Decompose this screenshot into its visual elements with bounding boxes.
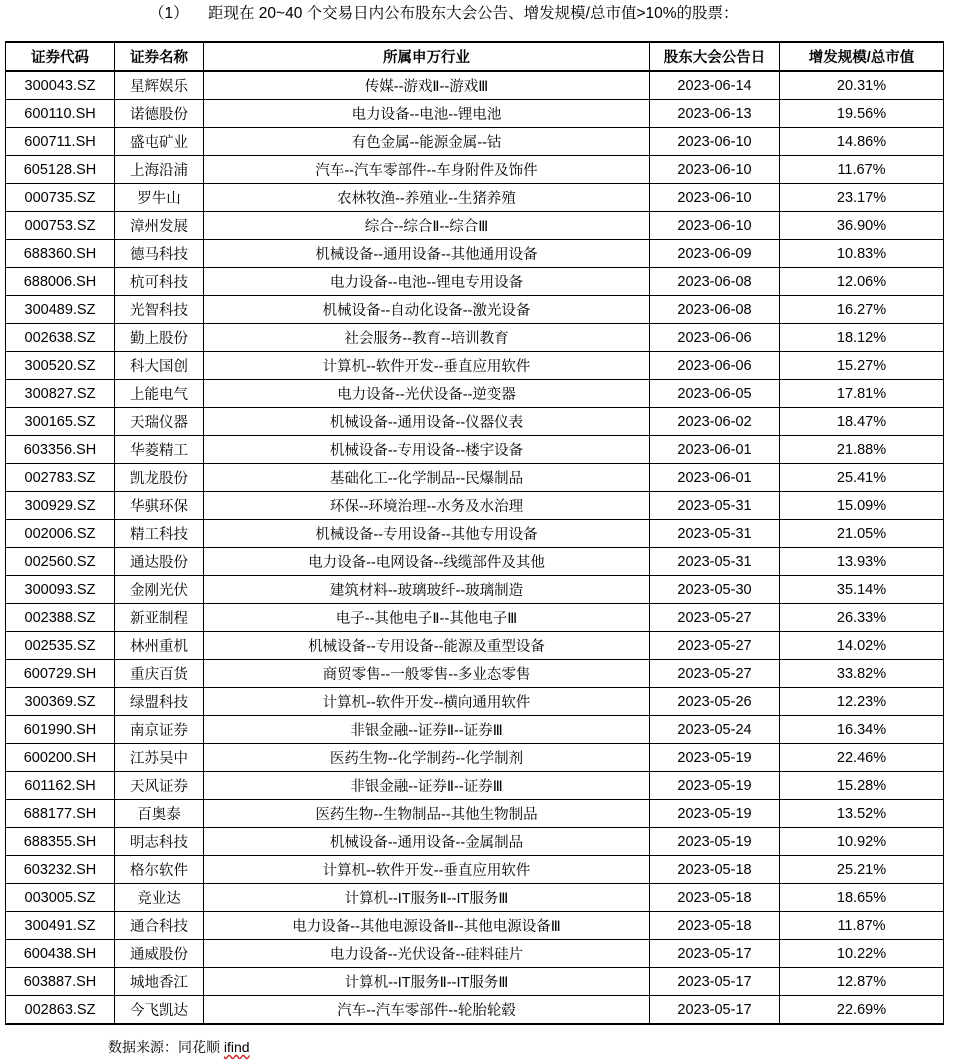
caption-text: 距现在 20~40 个交易日内公布股东大会公告、增发规模/总市值>10%的股票： [208, 5, 739, 22]
cell-meeting-date: 2023-05-27 [650, 632, 780, 660]
cell-ratio: 25.41% [780, 464, 944, 492]
table-row [6, 352, 944, 380]
cell-ratio: 12.06% [780, 268, 944, 296]
cell-meeting-date: 2023-05-31 [650, 492, 780, 520]
cell-meeting-date: 2023-05-19 [650, 744, 780, 772]
cell-industry: 机械设备--专用设备--楼宇设备 [204, 436, 650, 464]
cell-ratio: 13.52% [780, 800, 944, 828]
cell-industry: 电力设备--光伏设备--逆变器 [204, 380, 650, 408]
table-row [6, 268, 944, 296]
cell-meeting-date: 2023-06-02 [650, 408, 780, 436]
cell-meeting-date: 2023-05-18 [650, 856, 780, 884]
cell-industry: 农林牧渔--养殖业--生猪养殖 [204, 184, 650, 212]
cell-meeting-date: 2023-05-17 [650, 996, 780, 1025]
cell-industry: 汽车--汽车零部件--轮胎轮毂 [204, 996, 650, 1025]
cell-code: 603887.SH [6, 968, 115, 996]
cell-name: 杭可科技 [115, 268, 204, 296]
cell-meeting-date: 2023-06-13 [650, 100, 780, 128]
cell-name: 凯龙股份 [115, 464, 204, 492]
table-row [6, 71, 944, 100]
cell-meeting-date: 2023-05-31 [650, 548, 780, 576]
table-row [6, 912, 944, 940]
source-label: 数据来源：同花顺 [108, 1039, 220, 1055]
cell-meeting-date: 2023-05-18 [650, 912, 780, 940]
cell-ratio: 15.27% [780, 352, 944, 380]
cell-code: 300929.SZ [6, 492, 115, 520]
cell-industry: 计算机--IT服务Ⅱ--IT服务Ⅲ [204, 968, 650, 996]
cell-code: 002535.SZ [6, 632, 115, 660]
cell-name: 通威股份 [115, 940, 204, 968]
column-header-code: 证券代码 [6, 42, 115, 71]
cell-industry: 非银金融--证券Ⅱ--证券Ⅲ [204, 772, 650, 800]
table-caption [0, 4, 958, 28]
cell-industry: 计算机--软件开发--垂直应用软件 [204, 352, 650, 380]
cell-name: 勤上股份 [115, 324, 204, 352]
cell-industry: 汽车--汽车零部件--车身附件及饰件 [204, 156, 650, 184]
table-row [6, 940, 944, 968]
column-header-meeting-date: 股东大会公告日 [650, 42, 780, 71]
cell-name: 明志科技 [115, 828, 204, 856]
cell-industry: 电力设备--电池--锂电专用设备 [204, 268, 650, 296]
cell-industry: 计算机--软件开发--横向通用软件 [204, 688, 650, 716]
table-row [6, 240, 944, 268]
table-row [6, 324, 944, 352]
table-row [6, 688, 944, 716]
cell-code: 300165.SZ [6, 408, 115, 436]
cell-code: 300491.SZ [6, 912, 115, 940]
table-row [6, 156, 944, 184]
cell-name: 南京证券 [115, 716, 204, 744]
cell-name: 上能电气 [115, 380, 204, 408]
cell-name: 通合科技 [115, 912, 204, 940]
cell-meeting-date: 2023-06-09 [650, 240, 780, 268]
cell-code: 000735.SZ [6, 184, 115, 212]
cell-meeting-date: 2023-05-30 [650, 576, 780, 604]
cell-meeting-date: 2023-06-10 [650, 128, 780, 156]
cell-industry: 商贸零售--一般零售--多业态零售 [204, 660, 650, 688]
cell-ratio: 23.17% [780, 184, 944, 212]
cell-name: 城地香江 [115, 968, 204, 996]
cell-name: 林州重机 [115, 632, 204, 660]
cell-ratio: 18.65% [780, 884, 944, 912]
cell-meeting-date: 2023-05-19 [650, 772, 780, 800]
cell-meeting-date: 2023-06-14 [650, 71, 780, 100]
cell-code: 300489.SZ [6, 296, 115, 324]
cell-code: 600438.SH [6, 940, 115, 968]
cell-industry: 基础化工--化学制品--民爆制品 [204, 464, 650, 492]
cell-name: 德马科技 [115, 240, 204, 268]
cell-name: 新亚制程 [115, 604, 204, 632]
cell-code: 300827.SZ [6, 380, 115, 408]
cell-ratio: 36.90% [780, 212, 944, 240]
cell-code: 300369.SZ [6, 688, 115, 716]
cell-industry: 非银金融--证券Ⅱ--证券Ⅲ [204, 716, 650, 744]
cell-meeting-date: 2023-06-01 [650, 436, 780, 464]
cell-industry: 环保--环境治理--水务及水治理 [204, 492, 650, 520]
table-row [6, 100, 944, 128]
cell-industry: 机械设备--通用设备--其他通用设备 [204, 240, 650, 268]
cell-ratio: 18.47% [780, 408, 944, 436]
cell-ratio: 21.88% [780, 436, 944, 464]
table-row [6, 408, 944, 436]
cell-name: 百奥泰 [115, 800, 204, 828]
cell-code: 688360.SH [6, 240, 115, 268]
cell-name: 漳州发展 [115, 212, 204, 240]
table-row [6, 576, 944, 604]
table-row [6, 492, 944, 520]
table-row [6, 772, 944, 800]
cell-name: 盛屯矿业 [115, 128, 204, 156]
cell-industry: 机械设备--通用设备--金属制品 [204, 828, 650, 856]
cell-ratio: 10.92% [780, 828, 944, 856]
cell-code: 601162.SH [6, 772, 115, 800]
cell-meeting-date: 2023-05-17 [650, 968, 780, 996]
table-row [6, 520, 944, 548]
cell-meeting-date: 2023-05-26 [650, 688, 780, 716]
cell-meeting-date: 2023-06-10 [650, 156, 780, 184]
cell-meeting-date: 2023-06-01 [650, 464, 780, 492]
cell-meeting-date: 2023-05-19 [650, 828, 780, 856]
table-row [6, 884, 944, 912]
table-row [6, 296, 944, 324]
cell-industry: 电力设备--光伏设备--硅料硅片 [204, 940, 650, 968]
table-row [6, 548, 944, 576]
cell-industry: 机械设备--自动化设备--激光设备 [204, 296, 650, 324]
cell-industry: 电力设备--其他电源设备Ⅱ--其他电源设备Ⅲ [204, 912, 650, 940]
cell-code: 605128.SH [6, 156, 115, 184]
column-header-name: 证券名称 [115, 42, 204, 71]
cell-name: 通达股份 [115, 548, 204, 576]
cell-ratio: 21.05% [780, 520, 944, 548]
cell-industry: 电力设备--电池--锂电池 [204, 100, 650, 128]
cell-name: 上海沿浦 [115, 156, 204, 184]
table-row [6, 380, 944, 408]
table-row [6, 856, 944, 884]
cell-meeting-date: 2023-05-31 [650, 520, 780, 548]
table-row [6, 128, 944, 156]
cell-name: 金刚光伏 [115, 576, 204, 604]
data-source-note [108, 1038, 250, 1056]
cell-code: 688006.SH [6, 268, 115, 296]
cell-code: 600729.SH [6, 660, 115, 688]
cell-name: 光智科技 [115, 296, 204, 324]
cell-industry: 电子--其他电子Ⅱ--其他电子Ⅲ [204, 604, 650, 632]
cell-ratio: 20.31% [780, 71, 944, 100]
cell-ratio: 15.09% [780, 492, 944, 520]
cell-code: 688177.SH [6, 800, 115, 828]
cell-industry: 医药生物--化学制药--化学制剂 [204, 744, 650, 772]
cell-name: 天瑞仪器 [115, 408, 204, 436]
cell-code: 000753.SZ [6, 212, 115, 240]
cell-ratio: 16.34% [780, 716, 944, 744]
cell-meeting-date: 2023-05-19 [650, 800, 780, 828]
cell-industry: 计算机--IT服务Ⅱ--IT服务Ⅲ [204, 884, 650, 912]
cell-code: 002863.SZ [6, 996, 115, 1025]
cell-name: 罗牛山 [115, 184, 204, 212]
cell-code: 300043.SZ [6, 71, 115, 100]
cell-ratio: 14.02% [780, 632, 944, 660]
cell-industry: 机械设备--专用设备--其他专用设备 [204, 520, 650, 548]
cell-meeting-date: 2023-05-18 [650, 884, 780, 912]
cell-meeting-date: 2023-05-17 [650, 940, 780, 968]
cell-ratio: 17.81% [780, 380, 944, 408]
cell-name: 精工科技 [115, 520, 204, 548]
table-row [6, 212, 944, 240]
cell-name: 江苏吴中 [115, 744, 204, 772]
cell-ratio: 16.27% [780, 296, 944, 324]
table-header-row [6, 42, 944, 71]
cell-ratio: 11.67% [780, 156, 944, 184]
cell-meeting-date: 2023-06-06 [650, 324, 780, 352]
cell-ratio: 11.87% [780, 912, 944, 940]
source-brand: ifind [223, 1039, 250, 1055]
cell-name: 格尔软件 [115, 856, 204, 884]
cell-code: 603356.SH [6, 436, 115, 464]
cell-code: 601990.SH [6, 716, 115, 744]
table-row [6, 968, 944, 996]
cell-meeting-date: 2023-06-06 [650, 352, 780, 380]
cell-meeting-date: 2023-06-10 [650, 184, 780, 212]
cell-code: 600110.SH [6, 100, 115, 128]
table-row [6, 744, 944, 772]
cell-ratio: 13.93% [780, 548, 944, 576]
cell-code: 300520.SZ [6, 352, 115, 380]
cell-code: 002560.SZ [6, 548, 115, 576]
cell-meeting-date: 2023-06-10 [650, 212, 780, 240]
table-row [6, 436, 944, 464]
cell-ratio: 10.22% [780, 940, 944, 968]
cell-industry: 社会服务--教育--培训教育 [204, 324, 650, 352]
table-row [6, 800, 944, 828]
cell-name: 科大国创 [115, 352, 204, 380]
cell-industry: 医药生物--生物制品--其他生物制品 [204, 800, 650, 828]
cell-meeting-date: 2023-05-24 [650, 716, 780, 744]
cell-ratio: 22.69% [780, 996, 944, 1025]
cell-meeting-date: 2023-06-08 [650, 296, 780, 324]
cell-meeting-date: 2023-05-27 [650, 604, 780, 632]
table-row [6, 604, 944, 632]
cell-ratio: 35.14% [780, 576, 944, 604]
table-row [6, 464, 944, 492]
cell-code: 002783.SZ [6, 464, 115, 492]
cell-meeting-date: 2023-06-08 [650, 268, 780, 296]
cell-meeting-date: 2023-06-05 [650, 380, 780, 408]
cell-code: 603232.SH [6, 856, 115, 884]
cell-ratio: 25.21% [780, 856, 944, 884]
cell-ratio: 15.28% [780, 772, 944, 800]
stock-table [5, 41, 944, 1025]
cell-code: 002638.SZ [6, 324, 115, 352]
cell-industry: 机械设备--通用设备--仪器仪表 [204, 408, 650, 436]
cell-name: 竞业达 [115, 884, 204, 912]
cell-code: 688355.SH [6, 828, 115, 856]
table-row [6, 632, 944, 660]
cell-industry: 传媒--游戏Ⅱ--游戏Ⅲ [204, 71, 650, 100]
table-body [6, 71, 944, 1024]
cell-name: 绿盟科技 [115, 688, 204, 716]
table-row [6, 828, 944, 856]
cell-name: 华菱精工 [115, 436, 204, 464]
column-header-ratio: 增发规模/总市值 [780, 42, 944, 71]
cell-meeting-date: 2023-05-27 [650, 660, 780, 688]
cell-code: 002006.SZ [6, 520, 115, 548]
cell-ratio: 22.46% [780, 744, 944, 772]
cell-name: 天风证券 [115, 772, 204, 800]
cell-ratio: 18.12% [780, 324, 944, 352]
cell-ratio: 33.82% [780, 660, 944, 688]
cell-code: 003005.SZ [6, 884, 115, 912]
table-row [6, 660, 944, 688]
cell-industry: 综合--综合Ⅱ--综合Ⅲ [204, 212, 650, 240]
table-row [6, 716, 944, 744]
cell-name: 华骐环保 [115, 492, 204, 520]
cell-ratio: 14.86% [780, 128, 944, 156]
cell-name: 星辉娱乐 [115, 71, 204, 100]
cell-industry: 电力设备--电网设备--线缆部件及其他 [204, 548, 650, 576]
cell-name: 诺德股份 [115, 100, 204, 128]
cell-industry: 计算机--软件开发--垂直应用软件 [204, 856, 650, 884]
cell-name: 今飞凯达 [115, 996, 204, 1025]
cell-industry: 机械设备--专用设备--能源及重型设备 [204, 632, 650, 660]
cell-ratio: 12.87% [780, 968, 944, 996]
cell-code: 002388.SZ [6, 604, 115, 632]
table-row [6, 996, 944, 1025]
cell-ratio: 26.33% [780, 604, 944, 632]
cell-industry: 有色金属--能源金属--钴 [204, 128, 650, 156]
cell-code: 600711.SH [6, 128, 115, 156]
column-header-industry: 所属申万行业 [204, 42, 650, 71]
caption-index: （1） [149, 5, 189, 22]
cell-name: 重庆百货 [115, 660, 204, 688]
cell-industry: 建筑材料--玻璃玻纤--玻璃制造 [204, 576, 650, 604]
cell-ratio: 12.23% [780, 688, 944, 716]
cell-code: 600200.SH [6, 744, 115, 772]
cell-code: 300093.SZ [6, 576, 115, 604]
table-row [6, 184, 944, 212]
cell-ratio: 10.83% [780, 240, 944, 268]
cell-ratio: 19.56% [780, 100, 944, 128]
